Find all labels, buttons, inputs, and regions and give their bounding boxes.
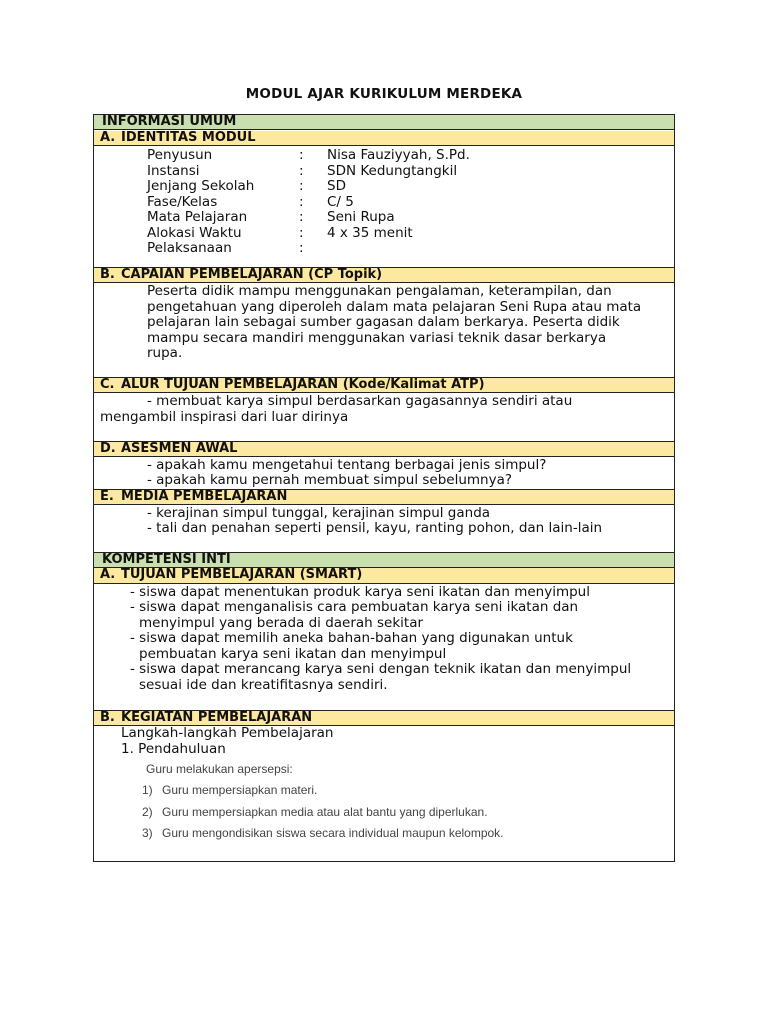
row-sep: : <box>299 224 304 241</box>
row-value: SDN Kedungtangkil <box>327 162 458 179</box>
informasi-umum-label: INFORMASI UMUM <box>102 114 237 129</box>
row-value: 4 x 35 menit <box>327 224 413 241</box>
kegiatan-label: KEGIATAN PEMBELAJARAN <box>121 710 313 725</box>
kegiatan-num: B. <box>100 710 115 725</box>
row-label: Instansi <box>147 162 200 179</box>
row-sep: : <box>299 209 304 225</box>
row-sep: : <box>299 178 304 194</box>
identitas-label: IDENTITAS MODUL <box>121 130 256 145</box>
alur-line: mengambil inspirasi dari luar dirinya <box>100 408 349 425</box>
capaian-line: Peserta didik mampu menggunakan pengalaman, keterampilan, dan <box>147 283 612 299</box>
kegiatan-step: 1. Pendahuluan <box>121 741 226 757</box>
asesmen-label: ASESMEN AWAL <box>121 441 238 456</box>
row-value: C/ 5 <box>327 193 354 210</box>
tujuan-line: - siswa dapat menentukan produk karya seni ikatan dan menyimpul <box>130 583 590 600</box>
row-sep: : <box>299 240 304 256</box>
alur-line: - membuat karya simpul berdasarkan gagasannya sendiri atau <box>147 393 573 409</box>
tujuan-line: menyimpul yang berada di daerah sekitar <box>139 614 424 631</box>
capaian-header <box>94 267 674 283</box>
apersepsi-intro: Guru melakukan apersepsi: <box>146 762 293 776</box>
row-label: Fase/Kelas <box>147 193 218 210</box>
identitas-modul-header <box>94 131 674 146</box>
apersepsi-item-no: 3) <box>142 826 153 840</box>
media-label: MEDIA PEMBELAJARAN <box>121 489 288 504</box>
capaian-line: pengetahuan yang diperoleh dalam mata pelajaran Seni Rupa atau mata <box>147 298 642 315</box>
row-value: Seni Rupa <box>327 209 395 225</box>
tujuan-line: pembuatan karya seni ikatan dan menyimpul <box>139 645 447 662</box>
row-label: Mata Pelajaran <box>147 209 248 225</box>
identitas-num: A. <box>100 130 116 145</box>
document-title: MODUL AJAR KURIKULUM MERDEKA <box>245 86 523 102</box>
alur-header <box>94 377 674 393</box>
apersepsi-item-text: Guru mempersiapkan media atau alat bantu yang diperlukan. <box>162 805 488 819</box>
informasi-umum-header <box>94 115 674 130</box>
row-sep: : <box>299 193 304 210</box>
apersepsi-item-text: Guru mengondisikan siswa secara individual maupun kelompok. <box>162 826 504 840</box>
capaian-line: mampu secara mandiri menggunakan variasi teknik dasar berkarya <box>147 329 607 346</box>
row-value: Nisa Fauziyyah, S.Pd. <box>327 147 470 163</box>
asesmen-header <box>94 441 674 457</box>
tujuan-line: - siswa dapat memilih aneka bahan-bahan yang digunakan untuk <box>130 630 573 646</box>
media-header <box>94 489 674 505</box>
capaian-label: CAPAIAN PEMBELAJARAN (CP Topik) <box>121 267 383 282</box>
capaian-line: rupa. <box>147 345 183 361</box>
kegiatan-heading: Langkah-langkah Pembelajaran <box>121 725 334 741</box>
row-label: Pelaksanaan <box>147 240 232 256</box>
alur-num: C. <box>100 377 115 392</box>
row-label: Penyusun <box>147 147 213 163</box>
tujuan-header <box>94 568 674 584</box>
apersepsi-item-no: 2) <box>142 805 153 819</box>
asesmen-num: D. <box>100 441 116 456</box>
row-label: Jenjang Sekolah <box>147 178 255 194</box>
apersepsi-item-text: Guru mempersiapkan materi. <box>162 783 318 797</box>
row-sep: : <box>299 162 304 179</box>
kompetensi-inti-header <box>94 552 674 568</box>
row-label: Alokasi Waktu <box>147 224 242 241</box>
capaian-num: B. <box>100 267 115 282</box>
alur-label: ALUR TUJUAN PEMBELAJARAN (Kode/Kalimat ATP) <box>121 377 485 392</box>
media-num: E. <box>100 489 114 504</box>
asesmen-line: - apakah kamu pernah membuat simpul sebelumnya? <box>147 472 513 488</box>
media-line: - kerajinan simpul tunggal, kerajinan simpul ganda <box>147 504 491 521</box>
apersepsi-item-no: 1) <box>142 783 153 797</box>
row-sep: : <box>299 147 304 163</box>
media-line: - tali dan penahan seperti pensil, kayu, ranting pohon, dan lain-lain <box>147 520 603 536</box>
asesmen-line: - apakah kamu mengetahui tentang berbagai jenis simpul? <box>147 456 547 473</box>
tujuan-label: TUJUAN PEMBELAJARAN (SMART) <box>121 567 363 582</box>
kegiatan-header <box>94 710 674 726</box>
kompetensi-inti-label: KOMPETENSI INTI <box>102 552 231 567</box>
tujuan-line: - siswa dapat menganalisis cara pembuatan karya seni ikatan dan <box>130 599 579 615</box>
tujuan-line: - siswa dapat merancang karya seni dengan teknik ikatan dan menyimpul <box>130 661 632 677</box>
capaian-line: pelajaran lain sebagai sumber gagasan dalam berkarya. Peserta didik <box>147 314 620 330</box>
row-value: SD <box>327 178 346 194</box>
tujuan-line: sesuai ide dan kreatifitasnya sendiri. <box>139 676 388 693</box>
module-table <box>93 114 675 862</box>
tujuan-num: A. <box>100 567 116 582</box>
